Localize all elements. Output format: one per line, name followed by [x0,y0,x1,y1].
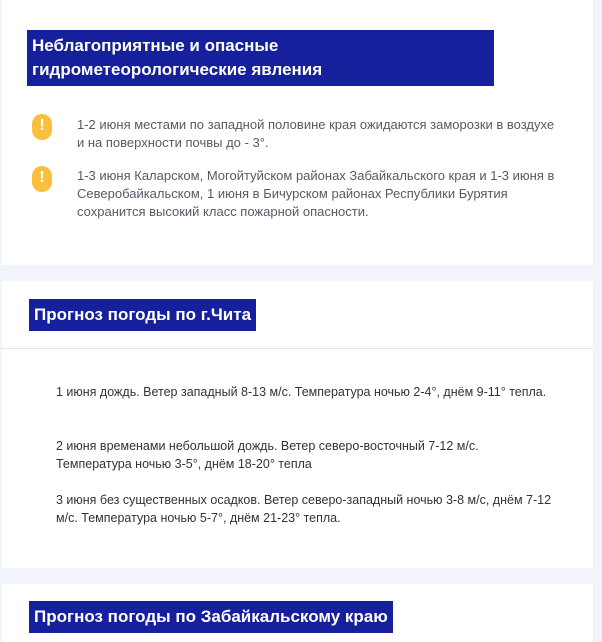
region-forecast-card [2,584,593,642]
hazard-item: 1-2 июня местами по западной половине края ожидаются заморозки в воздухе и на поверхности почвы до - 3°. [77,117,555,150]
hazard-item: 1-3 июня Каларском, Могойтуйском районах Забайкальского края и 1-3 июня в Северобайкальском, 1 июня в Бичурском районах Республики Бурятия сохранится высокий класс пожарной опасности. [77,168,555,219]
chita-forecast-title: Прогноз погоды по г.Чита [29,299,256,331]
chita-forecast-card [2,281,593,568]
forecast-day: 3 июня без существенных осадков. Ветер северо-западный ночью 3-8 м/с, днём 7-12 м/с. Температура ночью 5-7°, днём 21-23° тепла. [56,493,552,525]
hazards-card [2,0,593,265]
forecast-day: 2 июня временами небольшой дождь. Ветер северо-восточный 7-12 м/с. Температура ночью 3-5°, днём 18-20° тепла [56,439,479,471]
warning-icon [32,166,52,192]
divider [2,348,593,349]
forecast-day: 1 июня дождь. Ветер западный 8-13 м/с. Температура ночью 2-4°, днём 9-11° тепла. [56,385,547,399]
hazards-title: Неблагоприятные и опасные гидрометеорологические явления [27,30,494,86]
region-forecast-title: Прогноз погоды по Забайкальскому краю [29,601,393,633]
warning-icon [32,114,52,140]
